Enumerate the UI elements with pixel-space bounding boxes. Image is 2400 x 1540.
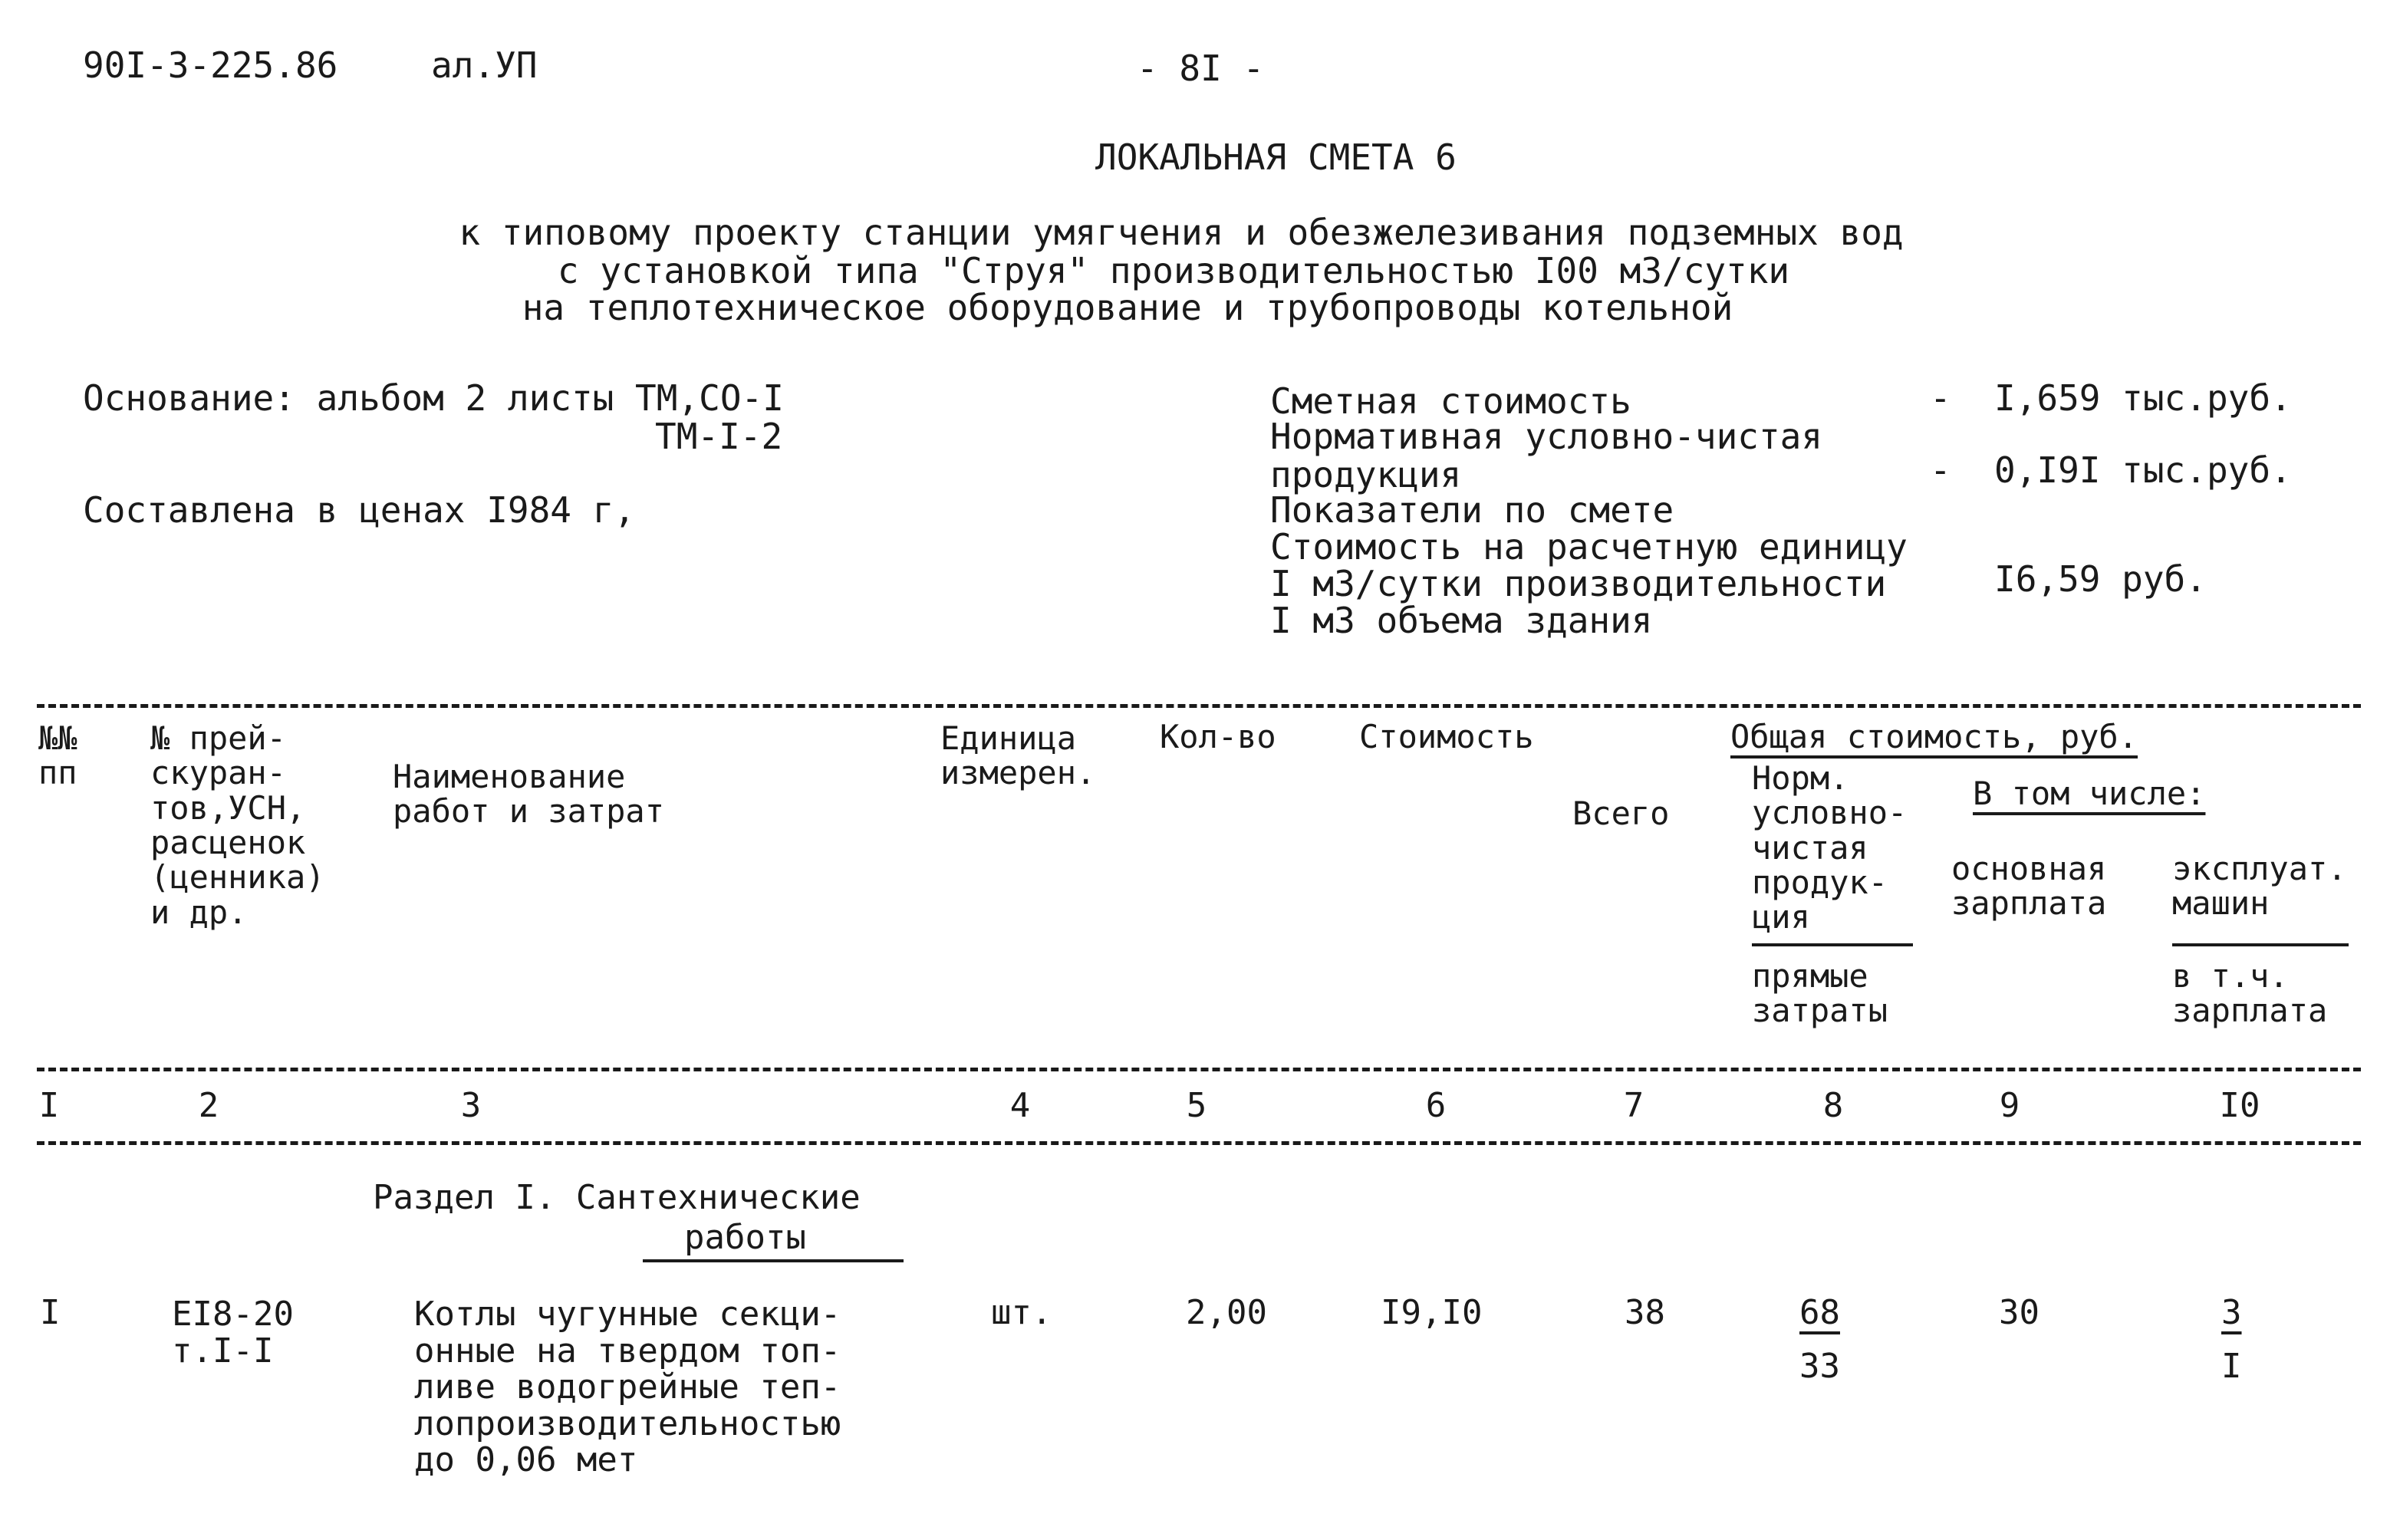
section-heading: Раздел I. Сантехнические <box>373 1178 861 1217</box>
table-top-rule <box>37 704 2361 708</box>
column-number: 2 <box>198 1086 219 1125</box>
header-total: Всего <box>1572 795 1670 832</box>
row-number: I <box>40 1293 61 1332</box>
header-machine-operation: эксплуат. машин <box>2172 850 2347 923</box>
estimated-cost-value: I,659 тыс.руб. <box>1994 377 2292 419</box>
normative-product-value: 0,I9I тыс.руб. <box>1994 449 2292 491</box>
header-direct-costs: прямые затраты <box>1752 957 1888 1030</box>
row-unit: шт. <box>991 1293 1052 1332</box>
estimated-cost-label: Сметная стоимость <box>1270 380 1631 422</box>
price-base: Составлена в ценах I984 г, <box>83 489 636 531</box>
row-base-salary: 30 <box>1999 1293 2040 1332</box>
column-number: 3 <box>460 1086 482 1125</box>
column-number: I0 <box>2219 1086 2260 1125</box>
row-total: 38 <box>1625 1293 1665 1332</box>
header-machines-salary: в т.ч. зарплата <box>2172 957 2328 1030</box>
subtitle-line-3: на теплотехническое оборудование и трубопроводы котельной <box>522 287 1733 328</box>
header-normative-divider <box>1752 943 1913 946</box>
header-unit: Единица измерен. <box>940 719 1096 792</box>
column-number: 4 <box>1009 1086 1031 1125</box>
header-quantity: Кол-во <box>1160 718 1276 755</box>
column-numbers-top-rule <box>37 1068 2361 1071</box>
page-number: - 8I - <box>1137 48 1265 89</box>
per-capacity-value: I6,59 руб. <box>1994 558 2207 600</box>
subtitle-line-1: к типовому проекту станции умягчения и обезжелезивания подземных вод <box>459 212 1904 253</box>
column-number: 8 <box>1822 1086 1844 1125</box>
unit-cost-label: Стоимость на расчетную единицу <box>1270 526 1908 568</box>
column-numbers-bottom-rule <box>37 1141 2361 1145</box>
normative-product-label-2: продукция <box>1270 454 1462 495</box>
header-including: В том числе: <box>1973 775 2206 812</box>
column-number: 5 <box>1186 1086 1207 1125</box>
row-quantity: 2,00 <box>1186 1293 1267 1332</box>
album-reference: ал.УП <box>431 44 538 86</box>
row-direct-costs: 33 <box>1799 1347 1840 1386</box>
column-number: 9 <box>1999 1086 2020 1125</box>
row-machines-salary: I <box>2221 1347 2242 1386</box>
per-capacity-label: I м3/сутки производительности <box>1270 563 1887 604</box>
row-unit-cost: I9,I0 <box>1381 1293 1483 1332</box>
header-unit-cost: Стоимость <box>1359 718 1534 755</box>
row-price-reference: ЕI8-20 т.I-I <box>172 1295 294 1371</box>
indicators-label: Показатели по смете <box>1270 489 1674 531</box>
column-number: 6 <box>1425 1086 1447 1125</box>
header-normative-product: Норм. условно- чистая продук- ция <box>1752 759 1908 936</box>
header-price-reference: № прей- скуран- тов,УСН, расценок (ценника) и др. <box>150 719 325 931</box>
per-volume-label: I м3 объема здания <box>1270 600 1653 641</box>
header-total-cost-group: Общая стоимость, руб. <box>1730 718 2138 755</box>
section-underline <box>643 1259 904 1262</box>
row-normative-product: 68 <box>1799 1293 1840 1332</box>
subtitle-line-2: с установкой типа "Струя" производительностью I00 м3/сутки <box>557 250 1790 291</box>
document-code: 90I-3-225.86 <box>83 44 338 86</box>
row-work-name: Котлы чугунные секци- онные на твердом топ- ливе водогрейные теп- лопроизводительностью до 0,06 мет <box>414 1295 841 1480</box>
section-heading-cont: работы <box>684 1218 806 1257</box>
basis-label: Основание: альбом 2 листы ТМ,СО-I <box>83 377 784 419</box>
header-base-salary: основная зарплата <box>1951 850 2107 923</box>
column-number: 7 <box>1623 1086 1644 1125</box>
normative-product-label-1: Нормативная условно-чистая <box>1270 416 1823 457</box>
header-row-number: №№ пп <box>38 719 77 792</box>
document-title: ЛОКАЛЬНАЯ СМЕТА 6 <box>1095 137 1457 178</box>
basis-sheets-cont: ТМ-I-2 <box>655 416 783 457</box>
header-work-name: Наименование работ и затрат <box>393 758 665 831</box>
normative-product-dash: - <box>1930 449 1951 491</box>
header-machines-divider <box>2172 943 2349 946</box>
estimated-cost-dash: - <box>1930 377 1951 419</box>
row-machine-operation: 3 <box>2221 1293 2242 1332</box>
column-number: I <box>38 1086 60 1125</box>
